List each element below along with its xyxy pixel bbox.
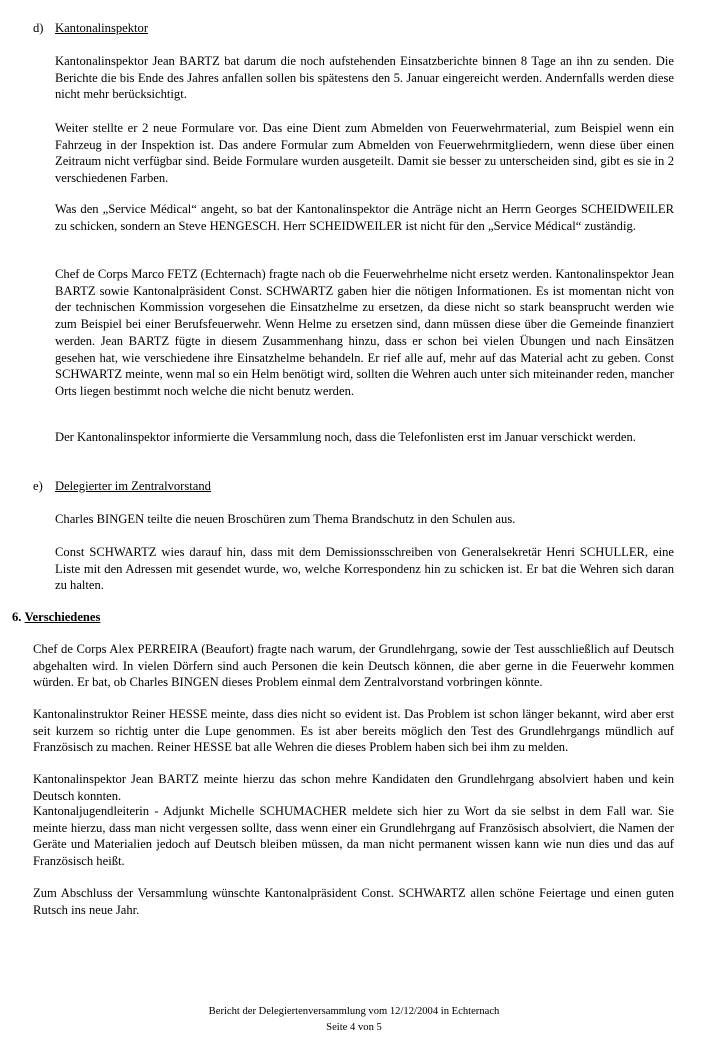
section-e-letter: e) bbox=[33, 479, 43, 493]
section-d-letter: d) bbox=[33, 21, 44, 35]
section-6-paragraph-3: Kantonalinspektor Jean BARTZ meinte hierzu das schon mehre Kandidaten den Grundlehrgang absolviert haben und kein Deutsch konnten. bbox=[33, 772, 674, 803]
section-d-paragraph-3: Was den „Service Médical“ angeht, so bat der Kantonalinspektor die Anträge nicht an Herrn Georges SCHEIDWEILER zu schicken, sondern an Steve HENGESCH. Herr SCHEIDWEILER ist nicht für den „Service Médical“ zuständig. bbox=[55, 202, 674, 233]
section-e-title: Delegierter im Zentralvorstand bbox=[55, 479, 211, 493]
page-prefix: Seite bbox=[326, 1022, 348, 1033]
section-d-heading bbox=[33, 20, 148, 37]
section-6-number: 6. bbox=[12, 610, 22, 624]
section-d-paragraph-5: Der Kantonalinspektor informierte die Versammlung noch, dass die Telefonlisten erst im Januar verschickt werden. bbox=[55, 430, 636, 444]
section-d-paragraph-1: Kantonalinspektor Jean BARTZ bat darum die noch aufstehenden Einsatzberichte binnen 8 Tage an ihn zu senden. Die Berichte die bis Ende des Jahres anfallen sollen bis spätestens den 5. Januar eingereicht werden. Andernfalls werden diese nicht mehr berücksichtigt. bbox=[55, 54, 674, 102]
section-6-title: Verschiedenes bbox=[24, 610, 101, 624]
section-6-paragraph-5: Zum Abschluss der Versammlung wünschte Kantonalpräsident Const. SCHWARTZ allen schöne Feiertage und einen guten Rutsch ins neue Jahr. bbox=[33, 886, 674, 917]
section-6-heading bbox=[12, 609, 100, 626]
section-6-paragraph-4: Kantonaljugendleiterin - Adjunkt Michelle SCHUMACHER meldete sich hier zu Wort da sie selbst in dem Fall war. Sie meinte hierzu, dass man nicht vergessen sollte, dass wenn einer ein Grundlehrgang auf Französisch absolviert, die Namen der Geräte und Materialien jedoch auf Deutsch bleiben müssen, da man nicht permanent wissen kann wie nun dies und das auf Französisch heißt. bbox=[33, 804, 674, 869]
page-total: 5 bbox=[376, 1022, 382, 1033]
section-e-heading bbox=[33, 478, 211, 495]
page-current: 4 bbox=[350, 1022, 356, 1033]
section-e-paragraph-2: Const SCHWARTZ wies darauf hin, dass mit dem Demissionsschreiben von Generalsekretär Henri SCHULLER, eine Liste mit den Adressen mit gesendet wurde, wo, welche Korrespondenz hin zu schicken ist. Er bat die Wehren sich daran zu halten. bbox=[55, 545, 674, 593]
section-6-paragraph-1: Chef de Corps Alex PERREIRA (Beaufort) fragte nach warum, der Grundlehrgang, sowie der Test ausschließlich auf Deutsch abgehalten wird. In vielen Dörfern sind auch Personen die kein Deutsch können, die aber gerne in die Feuerwehr kommen würden. Er bat, ob Charles BINGEN dieses Problem einmal dem Zentralvorstand vorbringen könnte. bbox=[33, 642, 674, 690]
footer-page-number bbox=[0, 1020, 708, 1035]
section-e-paragraph-1: Charles BINGEN teilte die neuen Broschüren zum Thema Brandschutz in den Schulen aus. bbox=[55, 512, 516, 526]
footer-report-title: Bericht der Delegiertenversammlung vom 12/12/2004 in Echternach bbox=[208, 1006, 500, 1017]
section-d-paragraph-2: Weiter stellte er 2 neue Formulare vor. Das eine Dient zum Abmelden von Feuerwehrmaterial, zum Beispiel wenn ein Fahrzeug in der Inspektion ist. Das andere Formular zum Abmelden von Feuerwehrmitgliedern, wenn diese über einen Zeitraum nicht verfügbar sind. Beide Formulare wurden ausgeteilt. Damit sie besser zu unterscheiden sind, gibt es sie in 2 verschiedenen Farben. bbox=[55, 121, 674, 186]
section-6-paragraph-2: Kantonalinstruktor Reiner HESSE meinte, dass dies nicht so evident ist. Das Problem ist schon länger bekannt, wird aber erst seit kurzem so richtig unter die Lupe genommen. Es ist aber bereits möglich den Test des Grundlehrgangs mündlich auf Französisch zu machen. Reiner HESSE bat alle Wehren die dieses Problem haben sich bei ihm zu melden. bbox=[33, 707, 674, 755]
page-of: von bbox=[357, 1022, 374, 1033]
section-d-title: Kantonalinspektor bbox=[55, 21, 149, 35]
section-d-paragraph-4: Chef de Corps Marco FETZ (Echternach) fragte nach ob die Feuerwehrhelme nicht ersetz werden. Kantonalinspektor Jean BARTZ sowie Kantonalpräsident Const. SCHWARTZ gaben hier die nötigen Informationen. Es ist momentan nicht von der technischen Kommission vorgesehen die Einsatzhelme zu ersetzen, da diese nicht so stark beansprucht werden wie zum Beispiel bei einer Berufsfeuerwehr. Wenn Helme zu ersetzen sind, dann müssen diese über die Gemeinde finanziert werden. Jean BARTZ fügte in diesem Zusammenhang hinzu, dass er schon bei vielen Übungen und nach Einsätzen gesehen hat, wie verschiedene ihre Einsatzhelme behandeln. Er rief alle auf, mehr auf das Material acht zu geben. Const SCHWARTZ meinte, wenn mal so ein Helm benötigt wird, sollten die Wehren auch unter sich miteinander reden, mancher Orts liegen bestimmt noch welche die nicht benutz werden. bbox=[55, 267, 674, 398]
